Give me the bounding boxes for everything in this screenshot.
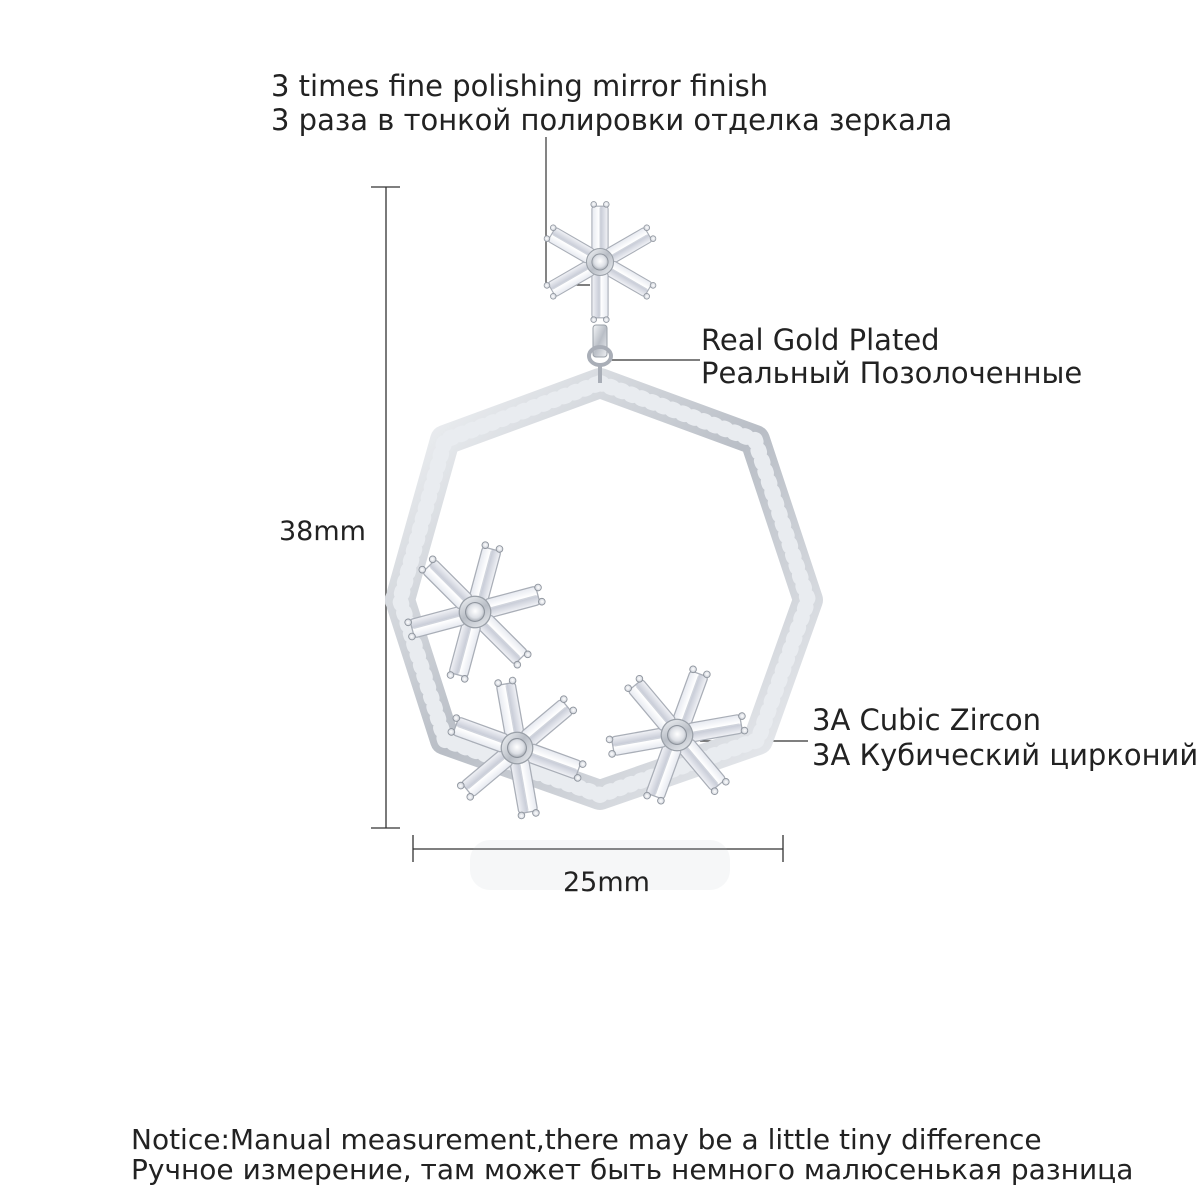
- top-stud-flower: [543, 202, 657, 323]
- height-label: 38mm: [279, 516, 366, 547]
- finish-label-ru: 3 раза в тонкой полировки отделка зеркала: [271, 103, 953, 137]
- width-label: 25mm: [563, 867, 650, 898]
- notice-ru: Ручное измерение, там может быть немного малюсенькая разница: [131, 1153, 1134, 1186]
- notice-en: Notice:Manual measurement,there may be a little tiny difference: [131, 1123, 1042, 1156]
- plating-label-ru: Реальный Позолоченные: [701, 356, 1083, 390]
- finish-label-en: 3 times fine polishing mirror finish: [271, 69, 769, 103]
- stone-label-en: 3A Cubic Zircon: [812, 703, 1042, 737]
- height-dimension-line: [371, 187, 400, 828]
- plating-label-en: Real Gold Plated: [701, 323, 940, 357]
- stone-label-ru: 3A Кубический цирконий: [812, 738, 1199, 772]
